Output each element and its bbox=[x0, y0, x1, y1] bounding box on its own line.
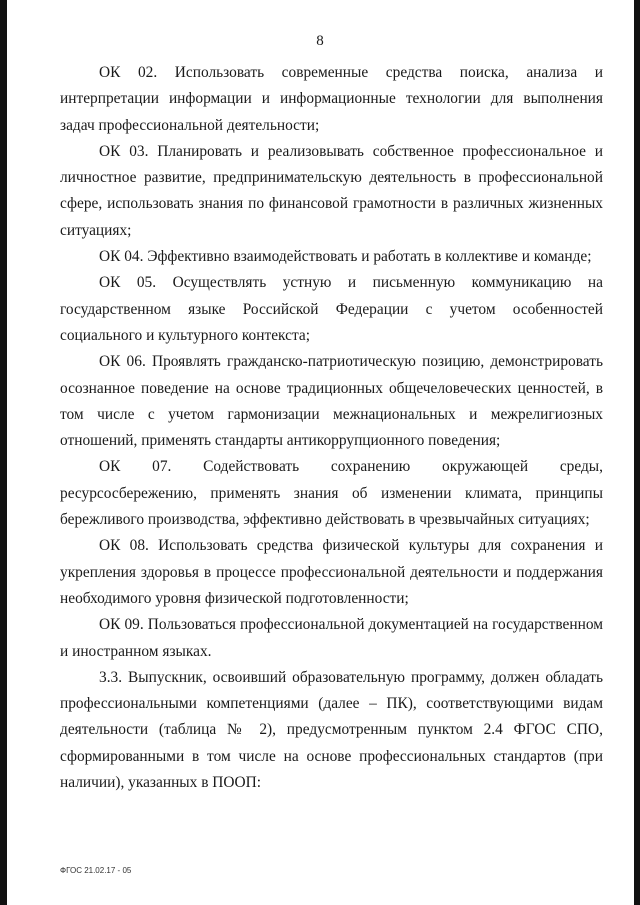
paragraph-ok-09: ОК 09. Пользоваться профессиональной документацией на государственном и иностранном языках. bbox=[60, 616, 603, 660]
paragraph-ok-08: ОК 08. Использовать средства физической культуры для сохранения и укрепления здоровья в процессе профессиональной деятельности и поддержания необходимого уровня физической подготовленности; bbox=[60, 537, 603, 607]
paragraph-3-3: 3.3. Выпускник, освоивший образовательную программу, должен обладать профессиональными компетенциями (далее – ПК), соответствующими видам деятельности (таблица № 2), предусмотренным пунктом 2.4 ФГОС СПО, сформированными в том числе на основе профессиональных стандартов (при наличии), указанных в ПООП: bbox=[60, 668, 603, 792]
paragraph-ok-02: ОК 02. Использовать современные средства поиска, анализа и интерпретации информации и информационные технологии для выполнения задач профессиональной деятельности; bbox=[60, 64, 603, 134]
paragraph-ok-03: ОК 03. Планировать и реализовывать собственное профессиональное и личностное развитие, предпринимательскую деятельность в профессиональной сфере, использовать знания по финансовой грамотности в различных жизненных ситуациях; bbox=[60, 142, 603, 239]
paragraph-ok-06: ОК 06. Проявлять гражданско-патриотическую позицию, демонстрировать осознанное поведение на основе традиционных общечеловеческих ценностей, в том числе с учетом гармонизации межнациональных и межрелигиозных отношений, применять стандарты антикоррупционного поведения; bbox=[60, 353, 603, 450]
paragraph-ok-05: ОК 05. Осуществлять устную и письменную коммуникацию на государственном языке Российской Федерации с учетом особенностей социального и культурного контекста; bbox=[60, 274, 603, 344]
scan-edge-left bbox=[0, 0, 7, 905]
page-number: 8 bbox=[316, 33, 324, 49]
paragraph-ok-07: ОК 07. Содействовать сохранению окружающей среды, ресурсосбережению, применять знания об изменении климата, принципы бережливого производства, эффективно действовать в чрезвычайных ситуациях; bbox=[60, 458, 603, 529]
footer-code: ФГОС 21.02.17 - 05 bbox=[60, 866, 132, 875]
scan-edge-right bbox=[634, 0, 640, 905]
document-body bbox=[60, 60, 603, 796]
paragraph-ok-04: ОК 04. Эффективно взаимодействовать и работать в коллективе и команде; bbox=[99, 248, 592, 266]
